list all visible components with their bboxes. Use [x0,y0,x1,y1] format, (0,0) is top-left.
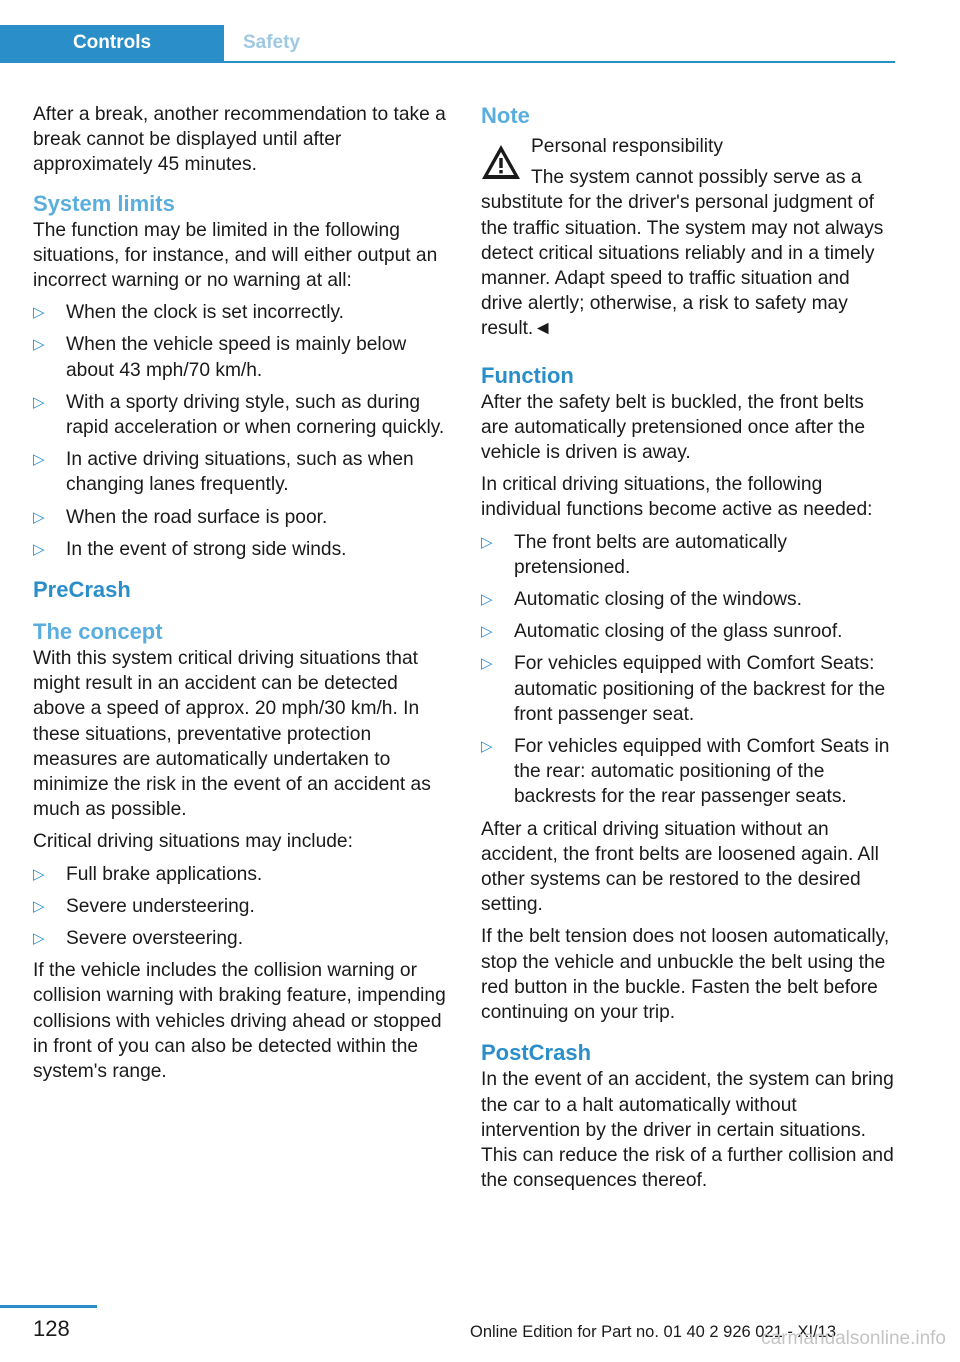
list-item: ▷ In the event of strong side winds. [33,537,448,562]
list-item: ▷ When the road surface is poor. [33,505,448,530]
collision-warning-text: If the vehicle includes the collision warning or collision warning with braking feature, impending collisions with vehicles driving ahead or stopped in front of you can also be detected within the system's range. [33,960,446,1083]
bullet-triangle-icon: ▷ [33,540,45,558]
system-limits-list [33,300,448,562]
break-recommendation-text: After a break, another recommendation to take a break cannot be displayed until after approximately 45 minutes. [33,104,446,176]
function-text-1: After the safety belt is buckled, the front belts are automatically pretensioned once after the vehicle is driven is away. [481,391,865,464]
edition-info: Online Edition for Part no. 01 40 2 926 021 - XI/13 [470,1323,836,1341]
bullet-triangle-icon: ▷ [481,738,493,756]
function-heading: Function [481,362,574,388]
note-title: Note [481,103,530,128]
system-limits-heading: System limits [33,190,175,216]
bullet-triangle-icon: ▷ [481,623,493,641]
concept-heading: The concept [33,619,163,645]
bullet-triangle-icon: ▷ [33,451,45,469]
bullet-triangle-icon: ▷ [33,508,45,526]
list-item: ▷ For vehicles equipped with Comfort Seats: automatic positioning of the backrest for the front passenger seat. [481,653,886,725]
bullet-triangle-icon: ▷ [33,336,45,354]
system-limits-text: The function may be limited in the following situations, for instance, and will either output an incorrect warning or no warning at all: [33,219,438,292]
postcrash-text: In the event of an accident, the system can bring the car to a halt automatically without intervention by the driver in certain situations. This can reduce the risk of a further collision and the consequences thereof. [481,1069,894,1192]
watermark: carmanualsonline.info [761,1328,946,1349]
critical-situations-list [33,862,448,952]
header-tab-bar [0,25,895,63]
list-item: ▷ In active driving situations, such as when changing lanes frequently. [33,449,414,496]
list-item: ▷ Automatic closing of the glass sunroof. [481,619,896,644]
function-list [481,530,896,810]
list-item: ▷ Severe oversteering. [33,926,448,951]
list-item: ▷ Automatic closing of the windows. [481,587,896,612]
list-item: ▷ When the clock is set incorrectly. [33,300,448,325]
bullet-triangle-icon: ▷ [33,930,45,948]
bullet-triangle-icon: ▷ [33,897,45,915]
list-item: ▷ Severe understeering. [33,894,448,919]
note-block [481,134,896,342]
footer-rule [0,1305,97,1308]
postcrash-heading: PostCrash [481,1040,592,1066]
list-item: ▷ The front belts are automatically pretensioned. [481,531,788,578]
bullet-triangle-icon: ▷ [481,655,493,673]
note-subtitle: Personal responsibility [531,136,723,157]
bullet-triangle-icon: ▷ [33,865,45,883]
right-column [481,102,896,1200]
concept-text: With this system critical driving situations that might result in an accident can be detected above a speed of approx. 20 mph/30 km/h. In these situations, preventative protection measures are automatically undertaken to minimize the risk in the event of an accident as much as possible. [33,648,431,821]
function-text-4: If the belt tension does not loosen automatically, stop the vehicle and unbuckle the belt using the red button in the buckle. Fasten the belt before continuing on your trip. [481,926,890,1024]
list-item: ▷ When the vehicle speed is mainly below about 43 mph/70 km/h. [33,334,407,381]
bullet-triangle-icon: ▷ [481,533,493,551]
function-text-3: After a critical driving situation without an accident, the front belts are loosened again. All other systems can be restored to the desired setting. [481,818,879,916]
tab-controls[interactable]: Controls [0,25,224,61]
list-item: ▷ Full brake applications. [33,862,448,887]
critical-situations-intro: Critical driving situations may include: [33,831,353,853]
bullet-triangle-icon: ▷ [33,393,45,411]
left-column [33,102,448,1091]
warning-triangle-icon [481,144,521,180]
tab-safety[interactable]: Safety [224,25,319,61]
bullet-triangle-icon: ▷ [481,591,493,609]
note-text: The system cannot possibly serve as a substitute for the driver's personal judgment of the traffic situation. The system may not always detect critical situations reliably and in a timely manner. Adapt speed to traffic situation and drive alertly; otherwise, a risk to safety may result.◄ [481,167,884,340]
list-item: ▷ For vehicles equipped with Comfort Seats in the rear: automatic positioning of the backrests for the rear passenger seats. [481,736,890,808]
bullet-triangle-icon: ▷ [33,304,45,322]
list-item: ▷ With a sporty driving style, such as during rapid acceleration or when cornering quickly. [33,391,445,439]
page-number: 128 [33,1316,70,1341]
function-text-2: In critical driving situations, the following individual functions become active as needed: [481,474,873,521]
precrash-heading: PreCrash [33,577,131,603]
